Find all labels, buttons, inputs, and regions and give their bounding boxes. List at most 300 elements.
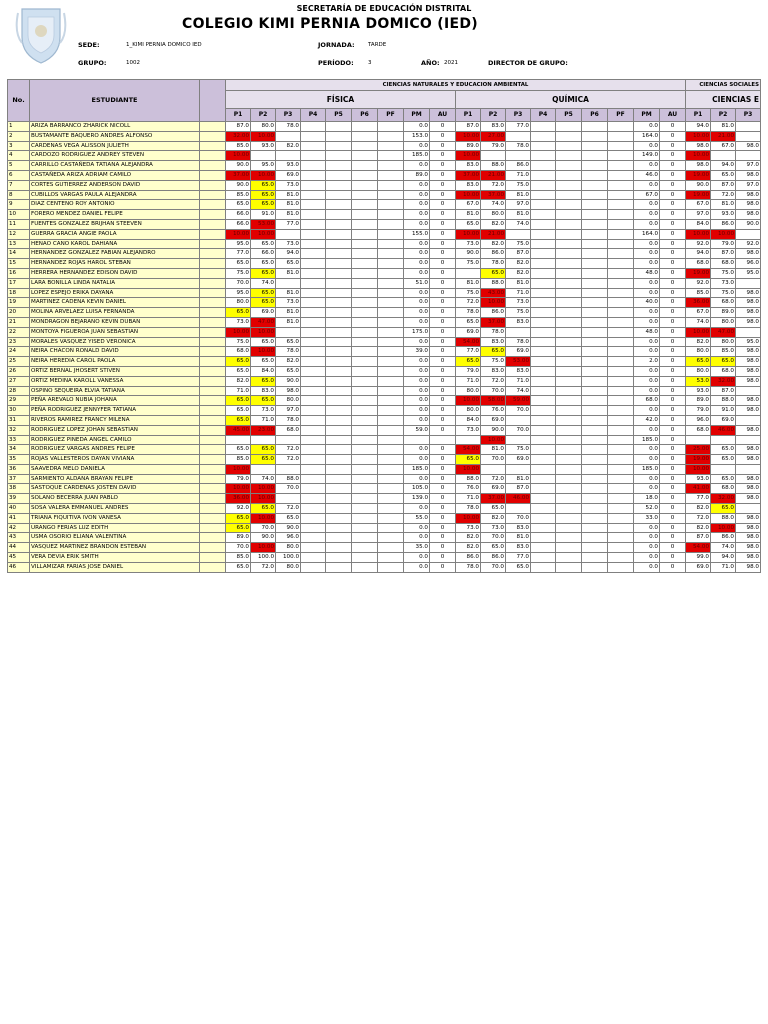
empty-grade-cell: [352, 474, 378, 484]
grade-cell: 92.0: [226, 504, 251, 514]
empty-grade-cell: [608, 553, 634, 563]
row-number: 43: [8, 533, 30, 543]
empty-grade-cell: [582, 435, 608, 445]
blank-cell: [200, 317, 226, 327]
au-cell: 0: [660, 474, 686, 484]
grade-cell: 75.0: [506, 308, 531, 318]
grade-cell: 72.0: [276, 445, 301, 455]
grade-cell: 65.0: [251, 288, 276, 298]
grade-cell: 98.0: [736, 396, 761, 406]
au-cell: 0: [660, 151, 686, 161]
grade-cell: 65.0: [251, 396, 276, 406]
table-row: [8, 562, 761, 572]
empty-grade-cell: [608, 249, 634, 259]
grade-cell: 73.0: [506, 298, 531, 308]
pm-cell: 0.0: [404, 337, 430, 347]
au-cell: 0: [430, 229, 456, 239]
au-cell: 0: [430, 396, 456, 406]
table-row: [8, 308, 761, 318]
empty-grade-cell: [582, 268, 608, 278]
grade-cell: 98.0: [736, 141, 761, 151]
empty-grade-cell: [582, 553, 608, 563]
au-cell: 0: [430, 484, 456, 494]
row-number: 45: [8, 553, 30, 563]
empty-grade-cell: [608, 513, 634, 523]
empty-grade-cell: [326, 141, 352, 151]
grade-cell: 93.0: [686, 474, 711, 484]
grade-cell: 98.0: [736, 298, 761, 308]
school-title: COLEGIO KIMI PERNIA DOMICO (IED): [182, 16, 478, 32]
empty-grade-cell: [326, 543, 352, 553]
student-name: NEIRA CHACON RONALD DAVID: [30, 347, 200, 357]
empty-grade-cell: [352, 259, 378, 269]
pm-cell: 0.0: [404, 386, 430, 396]
empty-grade-cell: [326, 170, 352, 180]
grade-cell: 46.00: [506, 494, 531, 504]
empty-grade-cell: [378, 337, 404, 347]
empty-grade-cell: [582, 219, 608, 229]
au-cell: 0: [430, 464, 456, 474]
grade-cell: 75.0: [711, 268, 736, 278]
empty-grade-cell: [352, 376, 378, 386]
row-number: 22: [8, 327, 30, 337]
student-name: NEIRA HEREDIA CAROL PAOLA: [30, 357, 200, 367]
grade-cell: 90.0: [686, 180, 711, 190]
empty-grade-cell: [326, 288, 352, 298]
grade-cell: 81.0: [506, 474, 531, 484]
au-cell: 0: [430, 288, 456, 298]
empty-grade-cell: [531, 386, 556, 396]
pm-cell: 0.0: [404, 317, 430, 327]
au-cell: 0: [660, 298, 686, 308]
empty-grade-cell: [352, 347, 378, 357]
empty-grade-cell: [608, 141, 634, 151]
au-cell: 0: [660, 288, 686, 298]
student-name: SOLANO BECERRA JUAN PABLO: [30, 494, 200, 504]
grade-cell: 19.00: [686, 190, 711, 200]
table-row: [8, 543, 761, 553]
table-row: [8, 435, 761, 445]
pm-cell: 33.0: [634, 513, 660, 523]
empty-grade-cell: [301, 523, 326, 533]
empty-grade-cell: [326, 122, 352, 132]
pm-cell: 51.0: [404, 278, 430, 288]
table-row: [8, 122, 761, 132]
grade-cell: 98.0: [736, 474, 761, 484]
column-header-p5: P5: [326, 109, 352, 122]
student-name: FORERO MENDEZ DANIEL FELIPE: [30, 210, 200, 220]
au-cell: 0: [430, 347, 456, 357]
student-name: MONDRAGON BEJARANO KEVIN DUBAN: [30, 317, 200, 327]
empty-grade-cell: [301, 268, 326, 278]
grade-cell: 98.0: [686, 141, 711, 151]
table-row: [8, 278, 761, 288]
blank-cell: [200, 406, 226, 416]
empty-grade-cell: [531, 357, 556, 367]
empty-grade-cell: [556, 357, 582, 367]
empty-grade-cell: [352, 161, 378, 171]
au-cell: 0: [660, 190, 686, 200]
au-cell: 0: [660, 170, 686, 180]
empty-grade-cell: [352, 229, 378, 239]
empty-grade-cell: [556, 553, 582, 563]
empty-grade-cell: [352, 494, 378, 504]
empty-grade-cell: [301, 170, 326, 180]
empty-grade-cell: [301, 278, 326, 288]
empty-grade-cell: [582, 180, 608, 190]
empty-grade-cell: [531, 141, 556, 151]
grade-cell: 65.0: [226, 406, 251, 416]
grade-cell: 67.0: [686, 200, 711, 210]
blank-cell: [200, 504, 226, 514]
grade-cell: 71.0: [456, 494, 481, 504]
grade-cell: 98.0: [276, 386, 301, 396]
empty-grade-cell: [556, 504, 582, 514]
row-number: 17: [8, 278, 30, 288]
blank-cell: [200, 435, 226, 445]
row-number: 42: [8, 523, 30, 533]
pm-cell: 0.0: [634, 200, 660, 210]
empty-grade-cell: [301, 366, 326, 376]
grade-cell: 65.0: [276, 366, 301, 376]
grade-cell: [736, 386, 761, 396]
empty-grade-cell: [301, 259, 326, 269]
student-name: CARRILLO CASTAÑEDA TATIANA ALEJANDRA: [30, 161, 200, 171]
pm-cell: 52.0: [634, 504, 660, 514]
pm-cell: 0.0: [404, 562, 430, 572]
table-row: [8, 504, 761, 514]
au-cell: 0: [660, 376, 686, 386]
grade-cell: 98.0: [736, 543, 761, 553]
grade-cell: 82.0: [506, 259, 531, 269]
grade-cell: 74.0: [506, 219, 531, 229]
blank-cell: [200, 239, 226, 249]
periodo-value: 3: [368, 60, 372, 66]
student-name: PEÑA AREVALO NUBIA JOHANA: [30, 396, 200, 406]
pm-cell: 40.0: [634, 298, 660, 308]
empty-grade-cell: [608, 347, 634, 357]
au-cell: 0: [430, 298, 456, 308]
pm-cell: 42.0: [634, 415, 660, 425]
table-row: [8, 229, 761, 239]
grade-cell: [736, 278, 761, 288]
pm-cell: 0.0: [634, 455, 660, 465]
empty-grade-cell: [301, 229, 326, 239]
blank-cell: [200, 278, 226, 288]
grade-cell: [736, 327, 761, 337]
grade-cell: 84.0: [456, 415, 481, 425]
grade-cell: 65.0: [251, 455, 276, 465]
empty-grade-cell: [531, 288, 556, 298]
empty-grade-cell: [352, 445, 378, 455]
au-cell: 0: [660, 435, 686, 445]
row-number: 46: [8, 562, 30, 572]
column-header-pf: PF: [378, 109, 404, 122]
grade-cell: 10.00: [686, 464, 711, 474]
grade-cell: 68.0: [686, 259, 711, 269]
grade-cell: 27.00: [481, 131, 506, 141]
grade-cell: 65.0: [251, 259, 276, 269]
grade-cell: 53.0: [686, 376, 711, 386]
empty-grade-cell: [531, 464, 556, 474]
grade-cell: 65.0: [456, 317, 481, 327]
column-header-p4: P4: [301, 109, 326, 122]
pm-cell: 0.0: [634, 347, 660, 357]
grade-cell: 80.0: [456, 386, 481, 396]
grade-cell: 82.0: [226, 376, 251, 386]
grade-cell: 96.0: [276, 533, 301, 543]
empty-grade-cell: [352, 180, 378, 190]
grade-cell: 10.00: [456, 513, 481, 523]
empty-grade-cell: [556, 122, 582, 132]
blank-cell: [200, 308, 226, 318]
grade-cell: 10.00: [251, 327, 276, 337]
au-cell: 0: [660, 200, 686, 210]
empty-grade-cell: [608, 170, 634, 180]
row-number: 3: [8, 141, 30, 151]
table-row: [8, 445, 761, 455]
student-name: SOSA VALERA EMMANUEL ANDRES: [30, 504, 200, 514]
grade-cell: 82.0: [481, 513, 506, 523]
student-name: OSPINO SEQUEIRA ELVIA TATIANA: [30, 386, 200, 396]
column-header-p6: P6: [582, 109, 608, 122]
empty-grade-cell: [531, 131, 556, 141]
grade-cell: 80.0: [276, 543, 301, 553]
column-header-p2: P2: [481, 109, 506, 122]
empty-grade-cell: [326, 249, 352, 259]
grade-cell: 94.0: [686, 122, 711, 132]
grade-cell: 65.0: [251, 298, 276, 308]
grade-cell: 86.0: [481, 249, 506, 259]
grade-cell: 78.0: [276, 347, 301, 357]
empty-grade-cell: [556, 533, 582, 543]
grade-cell: 98.0: [736, 317, 761, 327]
director-label: DIRECTOR DE GRUPO:: [488, 59, 568, 67]
table-row: [8, 161, 761, 171]
table-row: [8, 259, 761, 269]
pm-cell: 0.0: [404, 308, 430, 318]
pm-cell: 0.0: [634, 288, 660, 298]
pm-cell: 46.0: [634, 170, 660, 180]
empty-grade-cell: [582, 513, 608, 523]
table-row: [8, 298, 761, 308]
pm-cell: 0.0: [404, 161, 430, 171]
au-cell: 0: [660, 229, 686, 239]
grade-cell: 75.0: [481, 357, 506, 367]
grade-cell: 85.0: [226, 190, 251, 200]
column-header-p2: P2: [711, 109, 736, 122]
grade-cell: 65.0: [251, 504, 276, 514]
blank-cell: [200, 210, 226, 220]
row-number: 37: [8, 474, 30, 484]
grade-cell: 68.0: [711, 366, 736, 376]
pm-cell: 0.0: [404, 288, 430, 298]
grade-cell: [506, 435, 531, 445]
blank-cell: [200, 543, 226, 553]
table-row: [8, 317, 761, 327]
empty-grade-cell: [326, 484, 352, 494]
grade-cell: 78.0: [506, 141, 531, 151]
student-name: DIAZ CENTENO ROY ANTONIO: [30, 200, 200, 210]
au-cell: 0: [430, 210, 456, 220]
pm-cell: 164.0: [634, 229, 660, 239]
student-name: RODRIGUEZ LOPEZ JOHAN SEBASTIAN: [30, 425, 200, 435]
empty-grade-cell: [531, 298, 556, 308]
table-row: [8, 455, 761, 465]
grade-cell: 85.0: [711, 347, 736, 357]
blank-cell: [200, 298, 226, 308]
empty-grade-cell: [608, 219, 634, 229]
grade-cell: 81.0: [506, 533, 531, 543]
pm-cell: 0.0: [634, 161, 660, 171]
grade-cell: 90.0: [226, 161, 251, 171]
empty-grade-cell: [301, 308, 326, 318]
grade-cell: 69.0: [506, 455, 531, 465]
grupo-value: 1002: [126, 60, 140, 66]
empty-grade-cell: [582, 161, 608, 171]
grade-cell: 81.0: [456, 210, 481, 220]
grade-cell: [736, 151, 761, 161]
blank-cell: [200, 376, 226, 386]
empty-grade-cell: [301, 513, 326, 523]
grade-cell: 65.0: [711, 357, 736, 367]
blank-cell: [200, 131, 226, 141]
empty-grade-cell: [326, 396, 352, 406]
grade-cell: 46.00: [711, 425, 736, 435]
empty-grade-cell: [301, 180, 326, 190]
empty-grade-cell: [326, 327, 352, 337]
empty-grade-cell: [378, 533, 404, 543]
empty-grade-cell: [608, 327, 634, 337]
au-cell: 0: [660, 562, 686, 572]
column-header-p1: P1: [226, 109, 251, 122]
row-number: 1: [8, 122, 30, 132]
pm-cell: 0.0: [404, 249, 430, 259]
empty-grade-cell: [556, 298, 582, 308]
empty-grade-cell: [301, 161, 326, 171]
au-cell: 0: [430, 562, 456, 572]
blank-header: [200, 80, 226, 122]
grade-cell: 81.0: [506, 210, 531, 220]
empty-grade-cell: [556, 435, 582, 445]
empty-grade-cell: [378, 445, 404, 455]
grade-cell: [711, 435, 736, 445]
grade-cell: 10.00: [251, 494, 276, 504]
table-row: [8, 200, 761, 210]
empty-grade-cell: [531, 445, 556, 455]
pm-cell: 0.0: [634, 386, 660, 396]
empty-grade-cell: [352, 219, 378, 229]
empty-grade-cell: [582, 494, 608, 504]
grade-cell: 94.0: [711, 161, 736, 171]
pm-cell: 0.0: [404, 376, 430, 386]
column-header-p1: P1: [686, 109, 711, 122]
grade-cell: 68.0: [226, 347, 251, 357]
pm-cell: 0.0: [404, 298, 430, 308]
blank-cell: [200, 494, 226, 504]
au-cell: 0: [660, 494, 686, 504]
student-name: PEÑA RODRIGUEZ JENNYFER TATIANA: [30, 406, 200, 416]
grade-cell: 70.0: [251, 523, 276, 533]
empty-grade-cell: [608, 464, 634, 474]
empty-grade-cell: [378, 229, 404, 239]
grade-cell: 10.00: [686, 229, 711, 239]
empty-grade-cell: [352, 190, 378, 200]
grade-cell: 82.0: [481, 219, 506, 229]
grade-cell: 70.0: [481, 386, 506, 396]
pm-cell: 0.0: [404, 455, 430, 465]
empty-grade-cell: [556, 190, 582, 200]
grade-cell: [736, 504, 761, 514]
blank-cell: [200, 484, 226, 494]
empty-grade-cell: [352, 386, 378, 396]
empty-grade-cell: [352, 317, 378, 327]
grade-cell: 70.0: [506, 406, 531, 416]
empty-grade-cell: [378, 288, 404, 298]
empty-grade-cell: [301, 376, 326, 386]
column-header-p1: P1: [456, 109, 481, 122]
grade-cell: 97.0: [736, 180, 761, 190]
au-cell: 0: [430, 386, 456, 396]
pm-cell: 0.0: [404, 210, 430, 220]
grade-cell: 81.0: [276, 200, 301, 210]
blank-cell: [200, 161, 226, 171]
au-cell: 0: [660, 122, 686, 132]
au-cell: 0: [660, 484, 686, 494]
pm-cell: 0.0: [634, 141, 660, 151]
column-header-p2: P2: [251, 109, 276, 122]
blank-cell: [200, 337, 226, 347]
pm-cell: 0.0: [404, 190, 430, 200]
empty-grade-cell: [378, 494, 404, 504]
empty-grade-cell: [608, 455, 634, 465]
grade-cell: 79.0: [711, 239, 736, 249]
grade-cell: 90.0: [456, 249, 481, 259]
row-number: 31: [8, 415, 30, 425]
empty-grade-cell: [531, 425, 556, 435]
column-header-p3: P3: [276, 109, 301, 122]
grade-cell: 85.0: [686, 288, 711, 298]
empty-grade-cell: [556, 484, 582, 494]
blank-cell: [200, 200, 226, 210]
empty-grade-cell: [582, 327, 608, 337]
grade-cell: 68.0: [686, 425, 711, 435]
au-cell: 0: [660, 357, 686, 367]
student-header: ESTUDIANTE: [30, 80, 200, 122]
empty-grade-cell: [608, 298, 634, 308]
pm-cell: 0.0: [634, 317, 660, 327]
pm-cell: 155.0: [404, 229, 430, 239]
au-cell: 0: [660, 268, 686, 278]
blank-cell: [200, 259, 226, 269]
pm-cell: 0.0: [404, 268, 430, 278]
au-cell: 0: [430, 474, 456, 484]
grade-cell: 10.00: [251, 131, 276, 141]
empty-grade-cell: [301, 219, 326, 229]
empty-grade-cell: [301, 435, 326, 445]
au-cell: 0: [430, 131, 456, 141]
empty-grade-cell: [326, 210, 352, 220]
grade-cell: 89.0: [226, 533, 251, 543]
grade-cell: [276, 151, 301, 161]
grade-cell: 82.0: [686, 337, 711, 347]
grade-cell: 53.00: [251, 219, 276, 229]
grade-cell: 65.0: [226, 259, 251, 269]
au-cell: 0: [660, 396, 686, 406]
grade-cell: [506, 151, 531, 161]
empty-grade-cell: [582, 131, 608, 141]
empty-grade-cell: [531, 327, 556, 337]
